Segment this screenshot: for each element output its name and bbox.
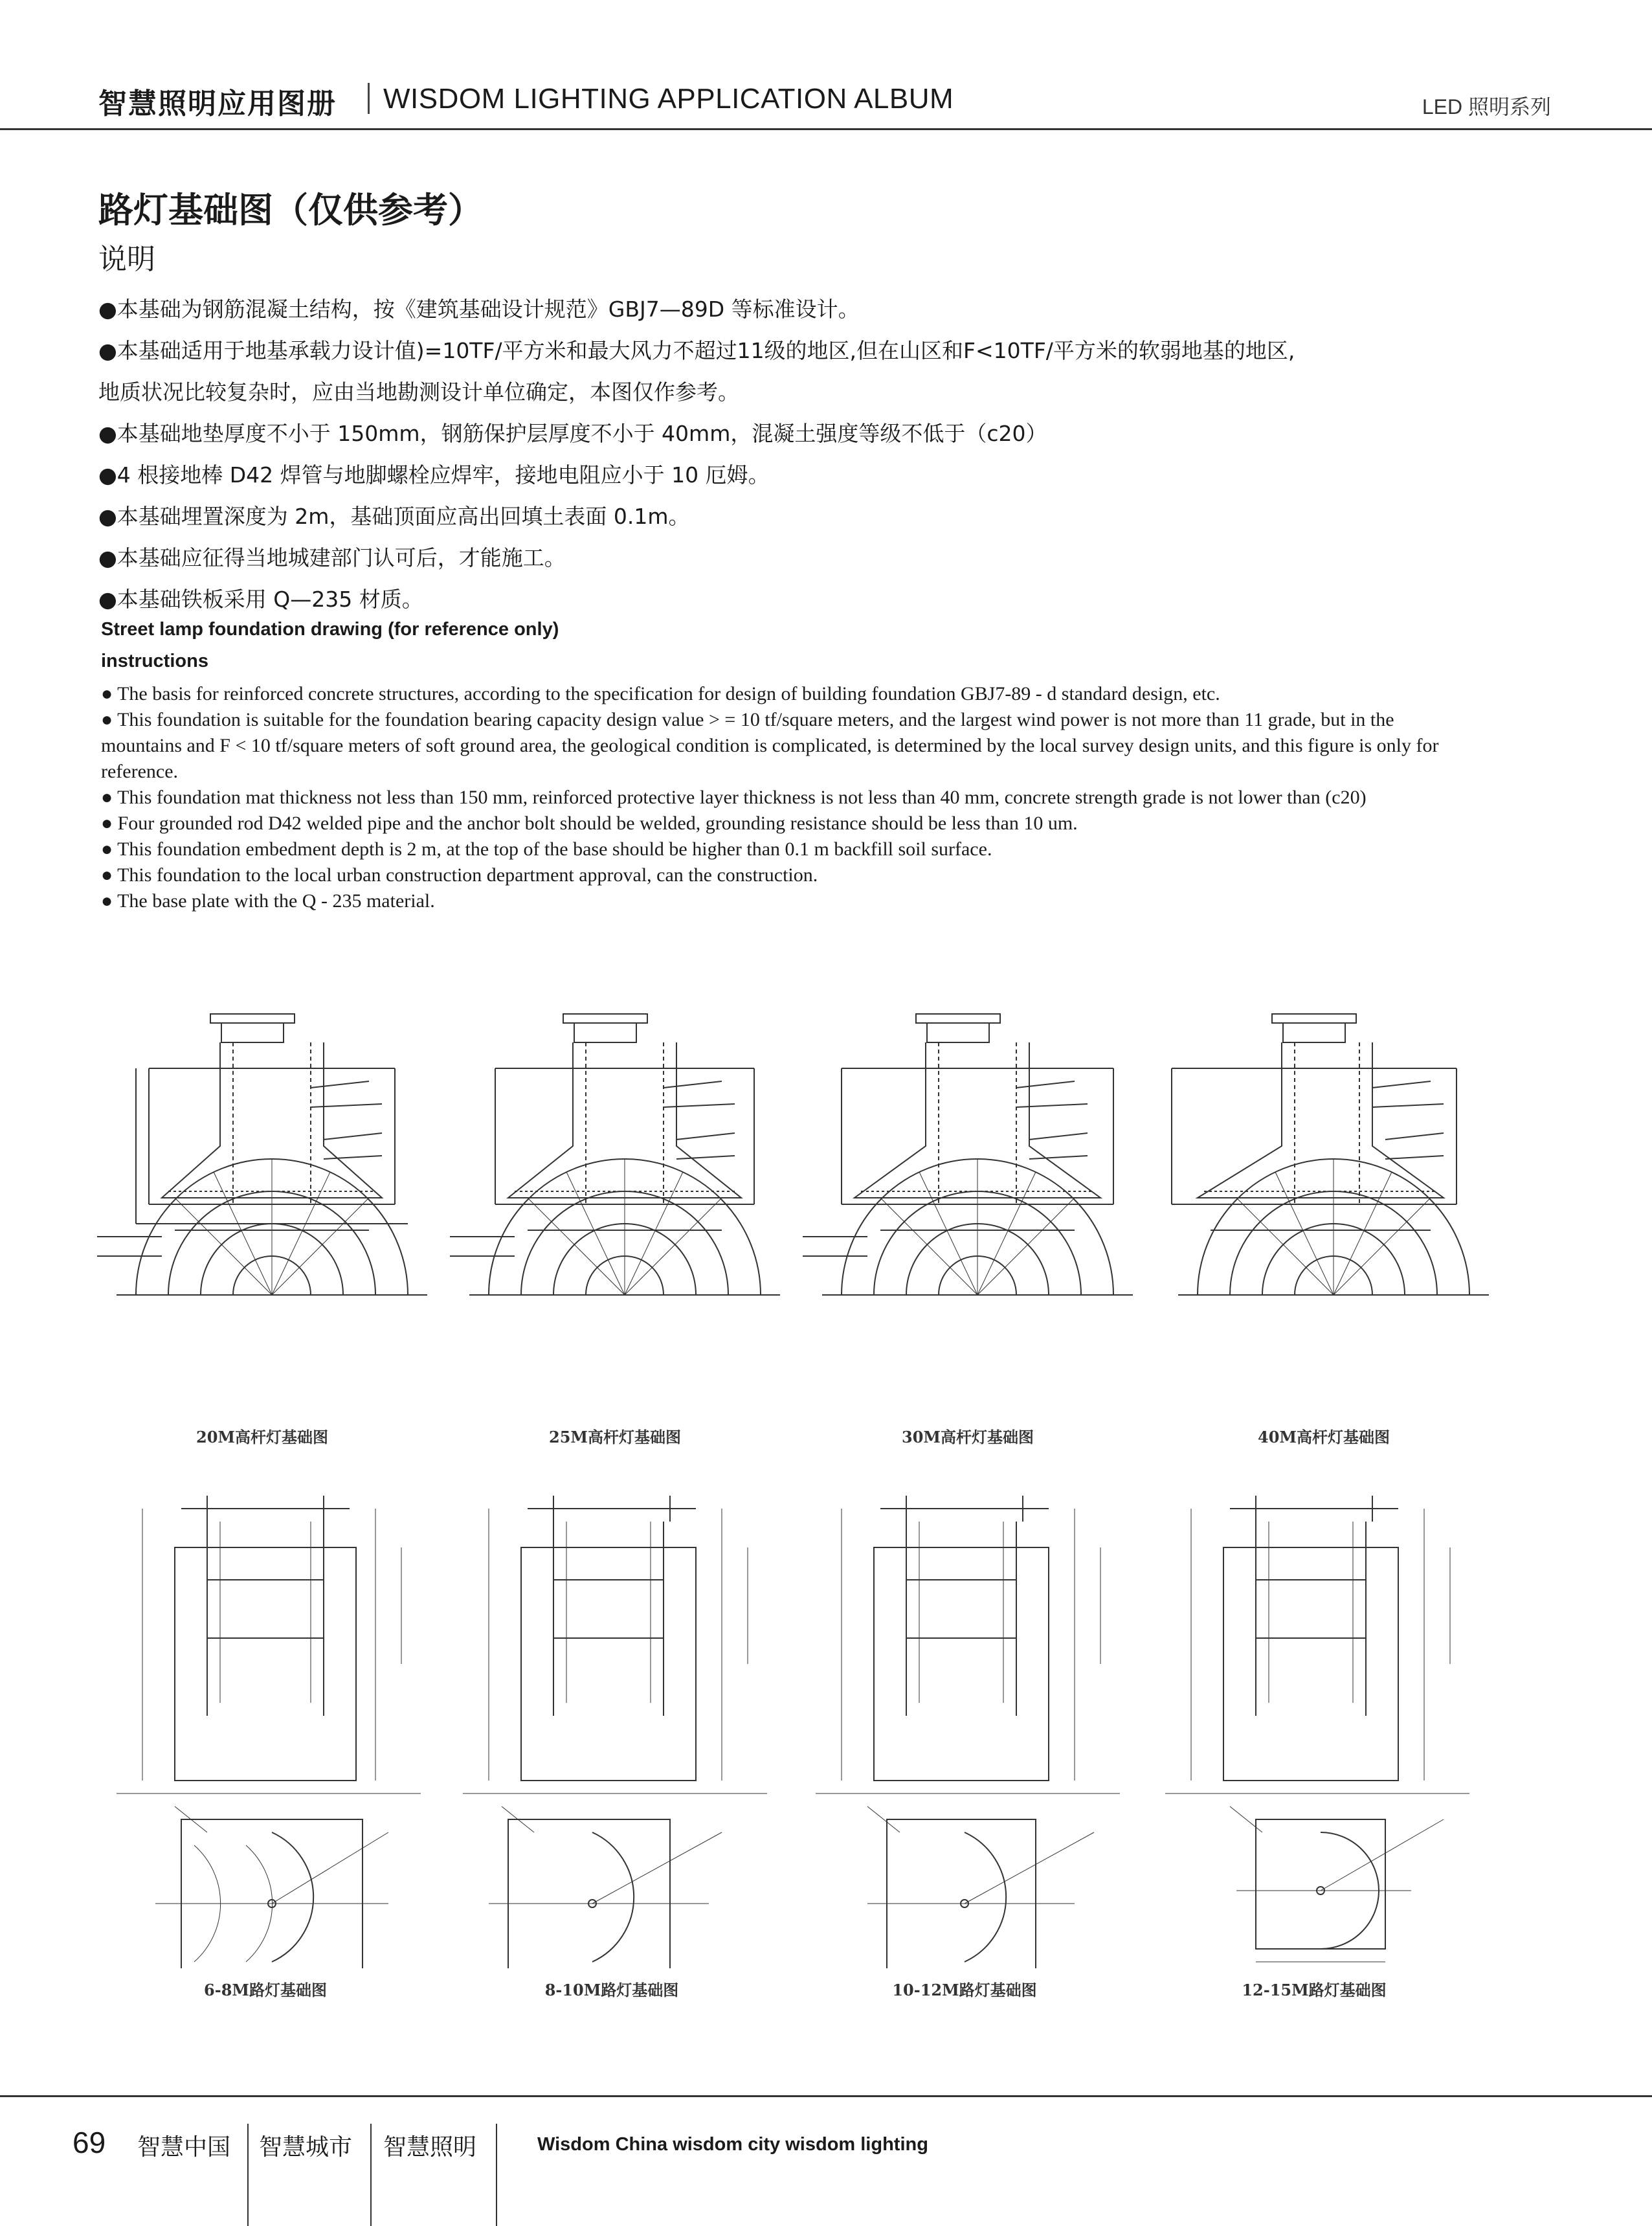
footer-tab: 智慧城市 [259,2134,353,2161]
note-cn: ●本基础为钢筋混凝土结构，按《建筑基础设计规范》GBJ7—89D 等标准设计。 [98,297,860,322]
street-lamp-foundation-drawing [816,1470,1126,1968]
page-title: 路灯基础图（仅供参考） [98,190,483,230]
header-rule [0,128,1652,130]
note-cn: ●本基础铁板采用 Q—235 材质。 [98,587,423,612]
note-cn: 地质状况比较复杂时，应由当地勘测设计单位确定，本图仅作参考。 [98,379,739,405]
notes-en [101,681,1460,914]
drawing-caption: 6-8M路灯基础图 [204,1981,327,1999]
drawing-caption: 20M高杆灯基础图 [196,1428,328,1446]
notes-cn [98,289,1555,620]
footer-divider [247,2124,249,2226]
note-cn: ●本基础应征得当地城建部门认可后，才能施工。 [98,545,566,570]
drawing-caption: 30M高杆灯基础图 [902,1428,1034,1446]
series-label: LED 照明系列 [1422,95,1551,118]
note-en: ● Four grounded rod D42 welded pipe and the anchor bolt should be welded, grounding resistance should be less than 10 um. [101,813,1078,834]
note-cn: ●本基础适用于地基承载力设计值)=10TF/平方米和最大风力不超过11级的地区,但在山区和F<10TF/平方米的软弱地基的地区, [98,338,1295,363]
note-en: ● The base plate with the Q - 235 material. [101,890,435,912]
high-mast-foundation-drawing [1159,1010,1489,1399]
drawing-caption: 8-10M路灯基础图 [544,1981,679,1999]
note-en: ● This foundation to the local urban construction department approval, can the construction. [101,864,818,886]
high-mast-foundation-drawing [97,1010,427,1399]
drawing-caption: 10-12M路灯基础图 [892,1981,1037,1999]
en-subtitle: instructions [101,651,208,671]
footer-divider [496,2124,497,2226]
drawing-caption: 40M高杆灯基础图 [1258,1428,1390,1446]
drawing-caption: 12-15M路灯基础图 [1242,1981,1387,1999]
album-title-en: WISDOM LIGHTING APPLICATION ALBUM [383,83,954,115]
footer-rule [0,2095,1652,2097]
note-cn: ●4 根接地棒 D42 焊管与地脚螺栓应焊牢，接地电阻应小于 10 厄姆。 [98,462,770,488]
album-title-cn: 智慧照明应用图册 [98,87,337,120]
section-label: 说明 [98,243,155,276]
page-number: 69 [73,2126,106,2159]
high-mast-foundation-drawing [803,1010,1133,1399]
note-en: ● The basis for reinforced concrete structures, according to the specification for design of building foundation GBJ7-89 - d standard design, etc. [101,683,1220,704]
street-lamp-foundation-drawing [117,1470,427,1968]
note-cn: ●本基础地垫厚度不小于 150mm，钢筋保护层厚度不小于 40mm，混凝土强度等级不低于（c20） [98,421,1047,446]
en-title: Street lamp foundation drawing (for reference only) [101,619,559,640]
drawing-caption: 25M高杆灯基础图 [549,1428,681,1446]
note-en: ● This foundation is suitable for the foundation bearing capacity design value > = 10 tf/square meters, and the largest wind power is not more than 11 grade, but in the mountains and F < 10 tf/square meters of soft ground area, the geological condition is complicated, is determined by the local survey design units, and this figure is only for reference. [101,709,1439,782]
note-en: ● This foundation embedment depth is 2 m, at the top of the base should be higher than 0.1 m backfill soil surface. [101,838,992,860]
note-en: ● This foundation mat thickness not less than 150 mm, reinforced protective layer thickness is not less than 40 mm, concrete strength grade is not lower than (c20) [101,787,1367,808]
footer-tab: 智慧中国 [137,2134,231,2161]
street-lamp-foundation-drawing [1165,1470,1476,1968]
footer-slogan: Wisdom China wisdom city wisdom lighting [537,2134,928,2155]
footer-tab: 智慧照明 [383,2134,477,2161]
footer-divider [370,2124,372,2226]
street-lamp-foundation-drawing [463,1470,774,1968]
high-mast-foundation-drawing [450,1010,780,1399]
note-cn: ●本基础埋置深度为 2m，基础顶面应高出回填土表面 0.1m。 [98,504,690,529]
header-divider [368,83,370,114]
